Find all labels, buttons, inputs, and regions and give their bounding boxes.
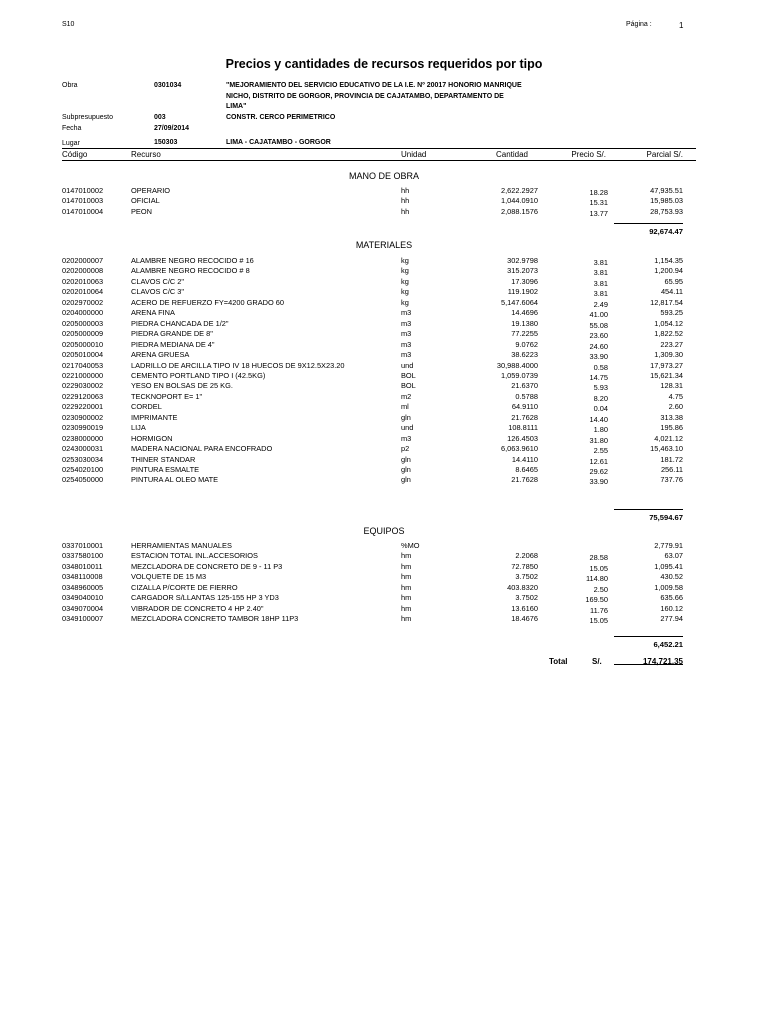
resource-partial: 160.12 bbox=[660, 603, 683, 613]
resource-name: ALAMBRE NEGRO RECOCIDO # 16 bbox=[131, 256, 254, 265]
resource-price: 28.58 bbox=[589, 553, 608, 563]
resource-unit: gln bbox=[401, 412, 411, 422]
resource-unit: m3 bbox=[401, 350, 412, 360]
table-row bbox=[0, 298, 768, 308]
resource-code: 0147010003 bbox=[62, 196, 104, 206]
resource-partial: 1,822.52 bbox=[654, 329, 683, 339]
obra-code: 0301034 bbox=[154, 82, 182, 89]
resource-partial: 1,309.30 bbox=[654, 350, 683, 360]
obra-line-3: LIMA" bbox=[226, 103, 247, 110]
table-row bbox=[0, 381, 768, 391]
resource-unit: hm bbox=[401, 551, 412, 561]
subpresupuesto-code: 003 bbox=[154, 114, 166, 121]
resource-quantity: 64.9110 bbox=[511, 402, 538, 412]
resource-name: CEMENTO PORTLAND TIPO I (42.5KG) bbox=[131, 370, 266, 380]
page-number: 1 bbox=[679, 21, 684, 30]
resource-quantity: 38.6223 bbox=[511, 350, 538, 360]
resource-quantity: 3.7502 bbox=[515, 572, 538, 582]
resource-price: 23.60 bbox=[589, 331, 608, 341]
resource-price: 114.80 bbox=[585, 574, 608, 584]
resource-code: 0217040053 bbox=[62, 360, 104, 370]
resource-name: PIEDRA GRANDE DE 8" bbox=[131, 329, 213, 339]
resource-partial: 15,463.10 bbox=[650, 444, 683, 454]
table-row bbox=[0, 614, 768, 624]
table-row bbox=[0, 186, 768, 196]
resource-price: 5.93 bbox=[593, 383, 608, 393]
resource-price: 33.90 bbox=[589, 352, 608, 362]
resource-name: HORMIGON bbox=[131, 433, 173, 443]
resource-quantity: 17.3096 bbox=[511, 276, 538, 286]
resource-code: 0205000009 bbox=[62, 329, 104, 339]
table-row bbox=[0, 266, 768, 276]
resource-partial: 195.86 bbox=[660, 423, 683, 433]
resource-partial: 635.66 bbox=[660, 593, 683, 603]
table-row bbox=[0, 455, 768, 465]
table-row bbox=[0, 340, 768, 350]
resource-name: PINTURA AL OLEO MATE bbox=[131, 475, 219, 485]
subtotal-rule bbox=[614, 636, 683, 637]
resource-price: 8.20 bbox=[593, 393, 608, 403]
table-row bbox=[0, 392, 768, 402]
resource-name: LIJA bbox=[131, 423, 146, 433]
resource-price: 2.49 bbox=[593, 299, 608, 309]
resource-name: PIEDRA CHANCADA DE 1/2" bbox=[131, 318, 229, 328]
resource-unit: hh bbox=[401, 186, 410, 195]
resource-unit: hh bbox=[401, 206, 410, 216]
section-subtotal: 75,594.67 bbox=[649, 513, 683, 522]
resource-quantity: 403.8320 bbox=[507, 582, 538, 592]
resource-unit: kg bbox=[401, 266, 409, 276]
resource-price: 3.81 bbox=[593, 289, 608, 299]
table-row bbox=[0, 277, 768, 287]
resource-partial: 1,154.35 bbox=[654, 256, 683, 265]
lugar-name: LIMA - CAJATAMBO - GORGOR bbox=[226, 139, 331, 146]
resource-quantity: 21.6370 bbox=[511, 381, 538, 391]
resource-unit: kg bbox=[401, 297, 409, 307]
resource-name: OFICIAL bbox=[131, 196, 160, 206]
table-row bbox=[0, 413, 768, 423]
resource-code: 0147010004 bbox=[62, 206, 104, 216]
resource-price: 3.81 bbox=[593, 278, 608, 288]
resource-unit: hm bbox=[401, 561, 412, 571]
resource-name: VIBRADOR DE CONCRETO 4 HP 2.40" bbox=[131, 603, 264, 613]
resource-partial: 454.11 bbox=[660, 287, 683, 297]
header-rule-bottom bbox=[62, 160, 696, 161]
resource-unit: m3 bbox=[401, 318, 412, 328]
resource-name: PEON bbox=[131, 206, 152, 216]
resource-partial: 4.75 bbox=[668, 391, 683, 401]
resource-partial: 2.60 bbox=[668, 402, 683, 412]
table-row bbox=[0, 444, 768, 454]
col-cantidad: Cantidad bbox=[495, 150, 528, 159]
obra-label: Obra bbox=[62, 82, 78, 89]
resource-price: 1.80 bbox=[593, 425, 608, 435]
resource-name: PINTURA ESMALTE bbox=[131, 465, 200, 474]
section-title: EQUIPOS bbox=[363, 526, 405, 536]
resource-unit: %MO bbox=[401, 541, 420, 550]
resource-partial: 256.11 bbox=[660, 465, 683, 474]
resource-unit: hm bbox=[401, 614, 412, 624]
table-row bbox=[0, 287, 768, 297]
resource-price: 12.61 bbox=[589, 456, 608, 466]
col-recurso: Recurso bbox=[131, 150, 161, 159]
resource-partial: 430.52 bbox=[660, 572, 683, 582]
subtotal-rule bbox=[614, 223, 683, 224]
resource-unit: hm bbox=[401, 572, 412, 582]
report-code: S10 bbox=[62, 21, 75, 28]
table-row bbox=[0, 196, 768, 206]
resource-partial: 593.25 bbox=[660, 308, 683, 318]
resource-partial: 15,621.34 bbox=[650, 370, 683, 380]
resource-price: 41.00 bbox=[589, 310, 608, 320]
resource-code: 0230990019 bbox=[62, 423, 104, 433]
resource-unit: und bbox=[401, 360, 414, 370]
fecha-value: 27/09/2014 bbox=[154, 125, 190, 132]
resource-name: MEZCLADORA DE CONCRETO DE 9 - 11 P3 bbox=[131, 561, 283, 571]
resource-code: 0337580100 bbox=[62, 551, 104, 561]
table-row bbox=[0, 308, 768, 318]
resource-quantity: 2.2068 bbox=[515, 551, 538, 561]
resource-name: ACERO DE REFUERZO FY=4200 GRADO 60 bbox=[131, 297, 284, 307]
resource-quantity: 19.1380 bbox=[511, 318, 538, 328]
page-title: Precios y cantidades de recursos requeridos por tipo bbox=[225, 57, 543, 71]
resource-price: 18.28 bbox=[589, 188, 608, 197]
total-currency: S/. bbox=[592, 657, 602, 666]
resource-partial: 128.31 bbox=[660, 381, 683, 391]
resource-quantity: 1,044.0910 bbox=[501, 196, 538, 206]
resource-partial: 181.72 bbox=[660, 454, 683, 464]
resource-price: 11.76 bbox=[590, 605, 608, 615]
resource-quantity: 126.4503 bbox=[507, 433, 538, 443]
col-precio: Precio S/. bbox=[571, 150, 606, 159]
resource-unit: ml bbox=[401, 402, 409, 412]
section-subtotal: 6,452.21 bbox=[653, 640, 683, 649]
resource-quantity: 2,088.1576 bbox=[501, 206, 538, 216]
resource-price: 0.58 bbox=[593, 362, 608, 372]
resource-partial: 47,935.51 bbox=[650, 186, 683, 195]
table-row bbox=[0, 329, 768, 339]
resource-name: ESTACION TOTAL INL.ACCESORIOS bbox=[131, 551, 258, 561]
fecha-label: Fecha bbox=[62, 125, 82, 132]
resource-unit: kg bbox=[401, 256, 409, 265]
resource-quantity: 14.4110 bbox=[511, 454, 538, 464]
lugar-code: 150303 bbox=[154, 139, 178, 146]
resource-name: YESO EN BOLSAS DE 25 KG. bbox=[131, 381, 233, 391]
obra-line-1: "MEJORAMIENTO DEL SERVICIO EDUCATIVO DE LA I.E. Nº 20017 HONORIO MANRIQUE bbox=[226, 82, 522, 89]
table-row bbox=[0, 207, 768, 217]
resource-quantity: 72.7850 bbox=[511, 561, 538, 571]
resource-partial: 1,009.58 bbox=[654, 582, 683, 592]
table-row bbox=[0, 319, 768, 329]
subtotal-rule bbox=[614, 509, 683, 510]
resource-unit: kg bbox=[401, 287, 409, 297]
resource-quantity: 315.2073 bbox=[507, 266, 538, 276]
resource-price: 14.40 bbox=[589, 414, 608, 424]
resource-name: ARENA GRUESA bbox=[131, 350, 190, 360]
resource-code: 0205000003 bbox=[62, 318, 104, 328]
table-row bbox=[0, 604, 768, 614]
resource-partial: 1,054.12 bbox=[654, 318, 683, 328]
resource-price: 3.81 bbox=[593, 268, 608, 278]
section-title: MATERIALES bbox=[355, 240, 413, 250]
resource-quantity: 1,059.0739 bbox=[501, 370, 538, 380]
resource-code: 0243000031 bbox=[62, 444, 104, 454]
resource-name: OPERARIO bbox=[131, 186, 171, 195]
col-parcial: Parcial S/. bbox=[646, 150, 683, 159]
resource-unit: gln bbox=[401, 475, 411, 485]
table-row bbox=[0, 583, 768, 593]
resource-quantity: 77.2255 bbox=[511, 329, 538, 339]
resource-name: CARGADOR S/LLANTAS 125-155 HP 3 YD3 bbox=[131, 593, 279, 603]
resource-unit: m3 bbox=[401, 308, 412, 318]
resource-quantity: 108.8111 bbox=[508, 423, 538, 433]
resource-price: 15.05 bbox=[589, 616, 608, 626]
resource-partial: 4,021.12 bbox=[654, 433, 683, 443]
resource-code: 0349100007 bbox=[62, 614, 104, 624]
resource-code: 0229220001 bbox=[62, 402, 104, 412]
resource-code: 0205000010 bbox=[62, 339, 104, 349]
table-row bbox=[0, 434, 768, 444]
table-row bbox=[0, 423, 768, 433]
resource-unit: m3 bbox=[401, 433, 412, 443]
resource-name: ARENA FINA bbox=[131, 308, 175, 318]
table-row bbox=[0, 402, 768, 412]
resource-quantity: 3.7502 bbox=[515, 593, 538, 603]
resource-quantity: 2,622.2927 bbox=[501, 186, 538, 195]
resource-price: 169.50 bbox=[585, 595, 608, 605]
resource-unit: gln bbox=[401, 454, 411, 464]
subpresupuesto-name: CONSTR. CERCO PERIMETRICO bbox=[226, 114, 336, 121]
resource-name: VOLQUETE DE 15 M3 bbox=[131, 572, 207, 582]
resource-quantity: 5,147.6064 bbox=[501, 297, 538, 307]
resource-partial: 277.94 bbox=[660, 614, 683, 624]
resource-name: CLAVOS C/C 2" bbox=[131, 276, 185, 286]
resource-code: 0147010002 bbox=[62, 186, 104, 195]
resource-partial: 63.07 bbox=[664, 551, 683, 561]
table-row bbox=[0, 256, 768, 266]
resource-code: 0349040010 bbox=[62, 593, 104, 603]
resource-quantity: 8.6465 bbox=[515, 465, 538, 474]
resource-price: 31.80 bbox=[589, 435, 608, 445]
resource-code: 0348010011 bbox=[62, 561, 103, 571]
resource-name: PIEDRA MEDIANA DE 4" bbox=[131, 339, 215, 349]
resource-unit: m3 bbox=[401, 329, 412, 339]
resource-quantity: 14.4696 bbox=[511, 308, 538, 318]
resource-partial: 313.38 bbox=[660, 412, 683, 422]
resource-name: MEZCLADORA CONCRETO TAMBOR 18HP 11P3 bbox=[131, 614, 299, 624]
resource-unit: p2 bbox=[401, 444, 410, 454]
resource-price: 13.77 bbox=[589, 208, 608, 218]
resource-code: 0229120063 bbox=[62, 391, 104, 401]
table-row bbox=[0, 361, 768, 371]
resource-price: 2.55 bbox=[593, 446, 608, 456]
resource-quantity: 6,063.9610 bbox=[501, 444, 538, 454]
resource-quantity: 9.0762 bbox=[515, 339, 538, 349]
resource-code: 0202010064 bbox=[62, 287, 104, 297]
resource-name: HERRAMIENTAS MANUALES bbox=[131, 541, 232, 550]
resource-partial: 2,779.91 bbox=[654, 541, 683, 550]
table-row bbox=[0, 593, 768, 603]
resource-partial: 223.27 bbox=[660, 339, 683, 349]
resource-unit: hm bbox=[401, 593, 412, 603]
obra-line-2: NICHO, DISTRITO DE GORGOR, PROVINCIA DE CAJATAMBO, DEPARTAMENTO DE bbox=[226, 93, 504, 100]
resource-price: 24.60 bbox=[589, 341, 608, 351]
resource-unit: m3 bbox=[401, 339, 412, 349]
page-label: Página : bbox=[626, 21, 652, 28]
resource-name: THINER STANDAR bbox=[131, 454, 196, 464]
subpresupuesto-label: Subpresupuesto bbox=[62, 114, 113, 121]
resource-name: IMPRIMANTE bbox=[131, 412, 178, 422]
resource-partial: 15,985.03 bbox=[650, 196, 683, 206]
resource-code: 0238000000 bbox=[62, 433, 104, 443]
resource-code: 0253030034 bbox=[62, 454, 104, 464]
header-rule-top bbox=[62, 148, 696, 149]
resource-quantity: 302.9798 bbox=[507, 256, 538, 265]
resource-code: 0337010001 bbox=[62, 541, 104, 550]
resource-code: 0254050000 bbox=[62, 475, 104, 485]
resource-code: 0202010063 bbox=[62, 276, 104, 286]
resource-code: 0348960005 bbox=[62, 582, 104, 592]
total-value: 174,721.35 bbox=[642, 657, 683, 666]
table-row bbox=[0, 562, 768, 572]
col-codigo: Código bbox=[62, 150, 88, 159]
resource-code: 0349070004 bbox=[62, 603, 104, 613]
resource-code: 0202970002 bbox=[62, 297, 104, 307]
table-row bbox=[0, 371, 768, 381]
resource-name: CORDEL bbox=[131, 402, 162, 412]
resource-price: 29.62 bbox=[589, 467, 608, 476]
resource-unit: gln bbox=[401, 465, 411, 474]
resource-name: CIZALLA P/CORTE DE FIERRO bbox=[131, 582, 238, 592]
resource-code: 0221000000 bbox=[62, 370, 104, 380]
resource-price: 3.81 bbox=[593, 258, 608, 267]
resource-quantity: 30,988.4000 bbox=[496, 360, 538, 370]
resource-quantity: 119.1902 bbox=[507, 287, 538, 297]
resource-unit: und bbox=[401, 423, 414, 433]
resource-quantity: 13.6160 bbox=[511, 603, 538, 613]
resource-partial: 65.95 bbox=[664, 276, 683, 286]
resource-name: ALAMBRE NEGRO RECOCIDO # 8 bbox=[131, 266, 250, 276]
resource-unit: kg bbox=[401, 276, 409, 286]
lugar-label: Lugar bbox=[62, 140, 80, 147]
resource-unit: m2 bbox=[401, 391, 412, 401]
table-row bbox=[0, 465, 768, 475]
resource-code: 0202000008 bbox=[62, 266, 104, 276]
resource-quantity: 21.7628 bbox=[511, 412, 538, 422]
resource-name: MADERA NACIONAL PARA ENCOFRADO bbox=[131, 444, 273, 454]
resource-code: 0348110008 bbox=[62, 572, 103, 582]
resource-partial: 12,817.54 bbox=[650, 297, 683, 307]
table-row bbox=[0, 551, 768, 561]
resource-price: 33.90 bbox=[589, 477, 608, 487]
resource-code: 0202000007 bbox=[62, 256, 104, 265]
resource-quantity: 0.5788 bbox=[515, 391, 538, 401]
resource-unit: BOL bbox=[401, 370, 416, 380]
resource-unit: hm bbox=[401, 603, 412, 613]
resource-code: 0204000000 bbox=[62, 308, 104, 318]
resource-price: 55.08 bbox=[589, 320, 608, 330]
resource-partial: 17,973.27 bbox=[650, 360, 683, 370]
total-label: Total bbox=[549, 657, 568, 666]
section-title: MANO DE OBRA bbox=[348, 171, 419, 181]
table-row bbox=[0, 541, 768, 551]
resource-code: 0254020100 bbox=[62, 465, 104, 474]
resource-name: TECKNOPORT E= 1" bbox=[131, 391, 203, 401]
resource-code: 0230900002 bbox=[62, 412, 104, 422]
table-row bbox=[0, 572, 768, 582]
col-unidad: Unidad bbox=[401, 150, 427, 159]
resource-price: 15.31 bbox=[589, 198, 608, 208]
table-row bbox=[0, 350, 768, 360]
resource-unit: hm bbox=[401, 582, 412, 592]
resource-quantity: 18.4676 bbox=[511, 614, 538, 624]
resource-partial: 1,200.94 bbox=[654, 266, 683, 276]
resource-unit: BOL bbox=[401, 381, 416, 391]
resource-name: LADRILLO DE ARCILLA TIPO IV 18 HUECOS DE 9X12.5X23.20 bbox=[131, 360, 345, 370]
section-subtotal: 92,674.47 bbox=[649, 227, 683, 236]
resource-partial: 1,095.41 bbox=[654, 561, 683, 571]
resource-code: 0229030002 bbox=[62, 381, 104, 391]
resource-price: 2.50 bbox=[593, 584, 608, 594]
table-row bbox=[0, 475, 768, 485]
resource-partial: 28,753.93 bbox=[650, 206, 683, 216]
resource-quantity: 21.7628 bbox=[511, 475, 538, 485]
resource-price: 14.75 bbox=[589, 372, 608, 382]
resource-price: 0.04 bbox=[593, 404, 608, 414]
resource-name: CLAVOS C/C 3" bbox=[131, 287, 185, 297]
resource-unit: hh bbox=[401, 196, 410, 206]
resource-price: 15.05 bbox=[589, 563, 608, 573]
resource-code: 0205010004 bbox=[62, 350, 104, 360]
resource-partial: 737.76 bbox=[660, 475, 683, 485]
